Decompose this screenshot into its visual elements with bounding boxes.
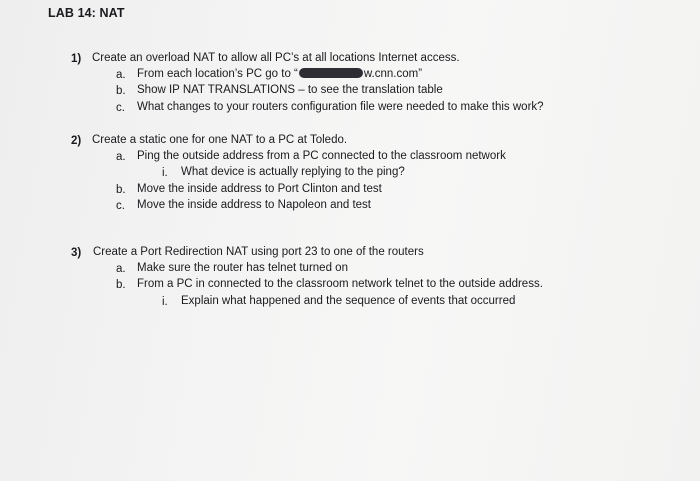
section-1-item-b-letter: b. xyxy=(116,85,126,97)
section-1-item-a-text-after: w.cnn.com” xyxy=(363,68,423,80)
section-1-number: 1) xyxy=(71,53,82,65)
section-2-item-a-sub-text: What device is actually replying to the ping? xyxy=(181,166,405,178)
section-3-heading: Create a Port Redirection NAT using port 23 to one of the routers xyxy=(93,246,424,258)
section-2-item-b-letter: b. xyxy=(116,184,126,196)
section-2-item-c-letter: c. xyxy=(116,200,125,212)
section-1-item-c-text: What changes to your routers configuration file were needed to make this work? xyxy=(137,101,544,113)
section-3-item-a-text: Make sure the router has telnet turned on xyxy=(137,262,348,274)
section-3-number: 3) xyxy=(71,247,82,259)
section-1-item-a xyxy=(137,68,422,80)
section-2-item-c-text: Move the inside address to Napoleon and test xyxy=(137,199,371,211)
section-3-item-a-letter: a. xyxy=(116,263,126,275)
section-1-item-b-text: Show IP NAT TRANSLATIONS – to see the translation table xyxy=(137,84,443,96)
section-1-item-a-letter: a. xyxy=(116,69,126,81)
section-1-item-a-text-before: From each location’s PC go to “ xyxy=(137,68,298,80)
section-2-item-a-letter: a. xyxy=(116,151,126,163)
section-2-number: 2) xyxy=(71,135,82,147)
section-3-item-b-text: From a PC in connected to the classroom network telnet to the outside address. xyxy=(137,278,543,290)
page-title: LAB 14: NAT xyxy=(48,6,125,20)
redaction-mark xyxy=(299,68,363,78)
section-2-item-a-sub-roman: i. xyxy=(162,167,168,179)
section-2-item-b-text: Move the inside address to Port Clinton and test xyxy=(137,183,382,195)
section-3-item-b-letter: b. xyxy=(116,279,126,291)
section-1-heading: Create an overload NAT to allow all PC’s at all locations Internet access. xyxy=(92,52,460,64)
section-1-item-c-letter: c. xyxy=(116,102,125,114)
section-2-heading: Create a static one for one NAT to a PC at Toledo. xyxy=(92,134,348,146)
section-3-item-b-sub-roman: i. xyxy=(162,296,168,308)
section-3-item-b-sub-text: Explain what happened and the sequence of events that occurred xyxy=(181,295,516,307)
section-2-item-a-text: Ping the outside address from a PC connected to the classroom network xyxy=(137,150,506,162)
